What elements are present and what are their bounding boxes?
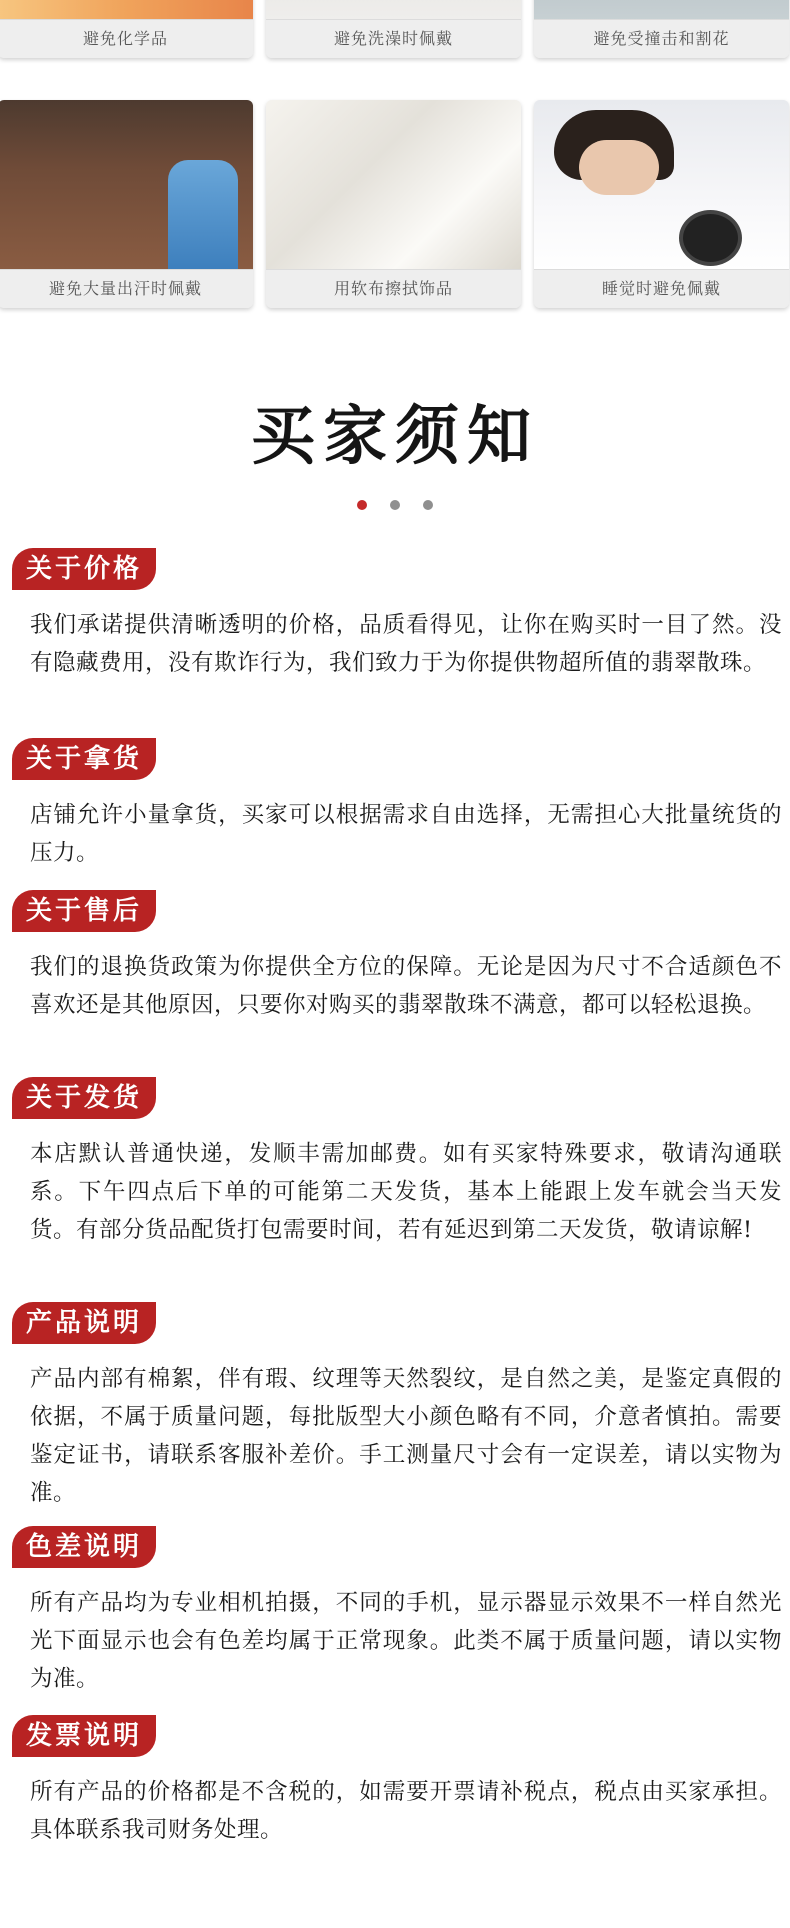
- tip-card-avoid-impact: [534, 0, 789, 58]
- care-tips-row-2: [0, 100, 790, 310]
- tip-card-avoid-sweating: [0, 100, 253, 308]
- section-text: 所有产品的价格都是不含税的，如需要开票请补税点，税点由买家承担。具体联系我司财务处理。: [30, 1779, 782, 1843]
- tip-card-soft-cloth: [266, 100, 521, 308]
- section-text: 我们的退换货政策为你提供全方位的保障。无论是因为尺寸不合适颜色不喜欢还是其他原因，只要你对购买的翡翠散珠不满意，都可以轻松退换。: [30, 954, 782, 1018]
- dot: [423, 500, 433, 510]
- tip-card-avoid-sleeping: [534, 100, 789, 308]
- tip-card-avoid-bathing: [266, 0, 521, 58]
- cosmetics-bottles-photo: [0, 0, 253, 20]
- dot-active: [357, 500, 367, 510]
- section-text: 我们承诺提供清晰透明的价格，品质看得见，让你在购买时一目了然。没有隐藏费用，没有欺诈行为，我们致力于为你提供物超所值的翡翠散珠。: [30, 612, 782, 676]
- sweating-woman-photo: [0, 100, 253, 270]
- section-text: 店铺允许小量拿货，买家可以根据需求自由选择，无需担心大批量统货的压力。: [30, 802, 782, 866]
- section-heading: 发票说明: [12, 1715, 156, 1757]
- section-heading: 关于价格: [12, 548, 156, 590]
- section-text: 所有产品均为专业相机拍摄，不同的手机，显示器显示效果不一样自然光光下面显示也会有色差均属于正常现象。此类不属于质量问题，请以实物为准。: [30, 1590, 782, 1692]
- page-title: 买家须知: [251, 399, 539, 474]
- section-heading: 色差说明: [12, 1526, 156, 1568]
- section-heading: 关于发货: [12, 1077, 156, 1119]
- section-heading: 关于售后: [12, 890, 156, 932]
- carousel-dots: [0, 495, 790, 514]
- tip-caption: 避免化学品: [0, 19, 253, 58]
- dot: [390, 500, 400, 510]
- tip-caption: 避免洗澡时佩戴: [266, 19, 521, 58]
- impact-photo: [534, 0, 789, 20]
- tip-caption: 睡觉时避免佩戴: [534, 269, 789, 308]
- section-heading: 产品说明: [12, 1302, 156, 1344]
- section-text: 产品内部有棉絮，伴有瑕、纹理等天然裂纹，是自然之美，是鉴定真假的依据，不属于质量问题，每批版型大小颜色略有不同，介意者慎拍。需要鉴定证书，请联系客服补差价。手工测量尺寸会有一定误差，请以实物为准。: [30, 1366, 782, 1506]
- care-tips-row-1: [0, 0, 790, 60]
- tip-caption: 避免受撞击和割花: [534, 19, 789, 58]
- soft-cloth-photo: [266, 100, 521, 270]
- section-heading: 关于拿货: [12, 738, 156, 780]
- sleeping-woman-photo: [534, 100, 789, 270]
- section-text: 本店默认普通快递，发顺丰需加邮费。如有买家特殊要求，敬请沟通联系。下午四点后下单的可能第二天发货，基本上能跟上发车就会当天发货。有部分货品配货打包需要时间，若有延迟到第二天发货，敬请谅解!: [30, 1141, 782, 1243]
- tip-card-avoid-chemicals: [0, 0, 253, 58]
- bath-photo: [266, 0, 521, 20]
- tip-caption: 避免大量出汗时佩戴: [0, 269, 253, 308]
- tip-caption: 用软布擦拭饰品: [266, 269, 521, 308]
